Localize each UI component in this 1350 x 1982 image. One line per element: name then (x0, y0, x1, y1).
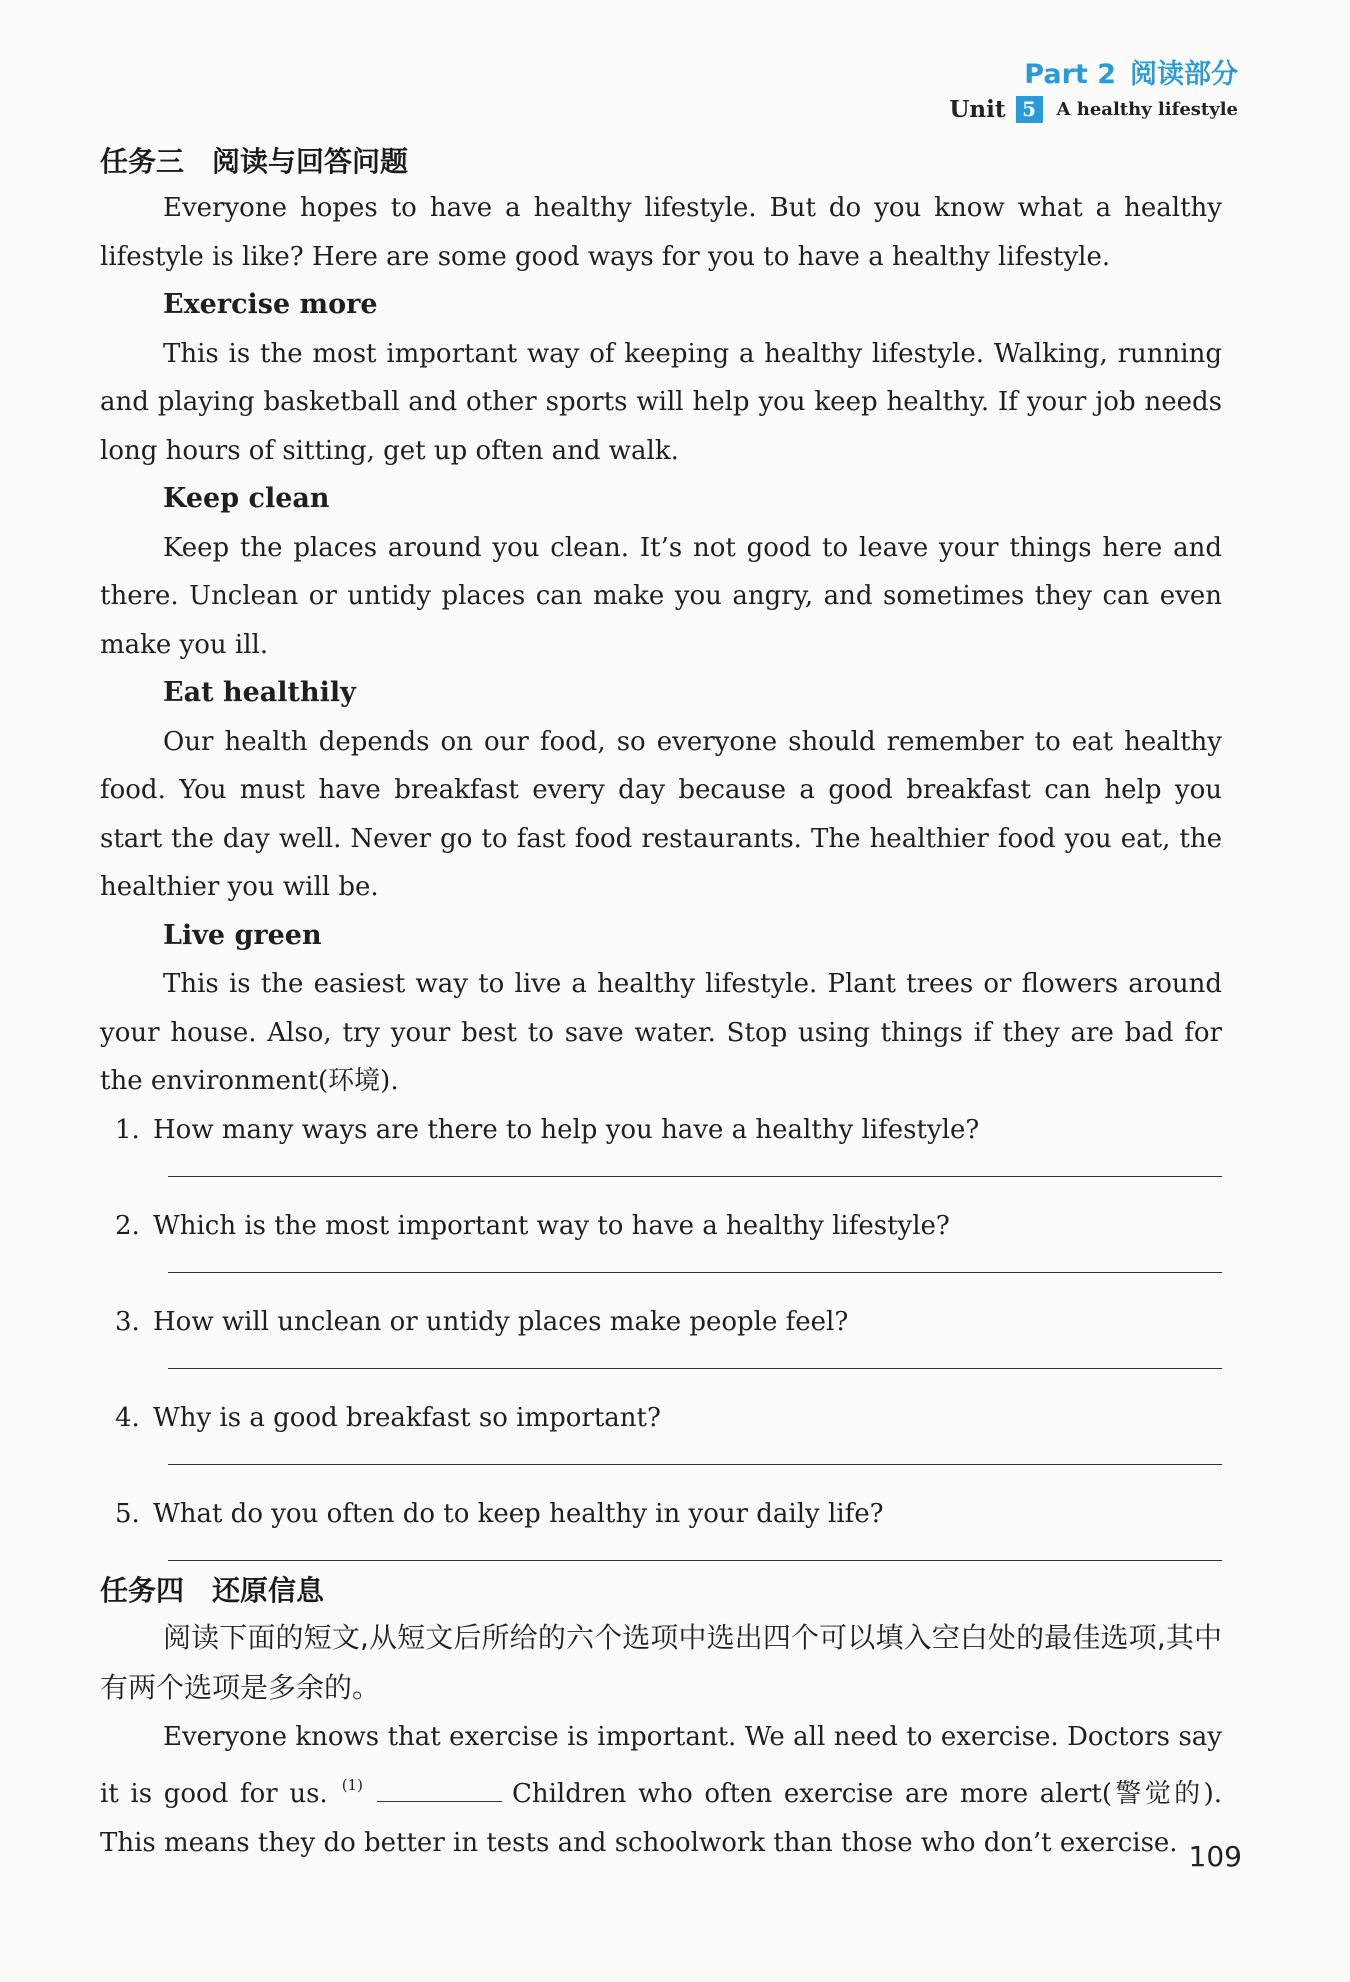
unit-word: Unit (949, 96, 1006, 123)
answer-line[interactable] (168, 1464, 1222, 1465)
unit-header (949, 96, 1238, 123)
question-number: 1. (115, 1114, 140, 1145)
part-chinese-label: 阅读部分 (1130, 59, 1238, 90)
question-text: How will unclean or untidy places make people feel? (153, 1306, 849, 1337)
answer-line[interactable] (168, 1368, 1222, 1369)
section-paragraph: Keep the places around you clean. It’s not good to leave your things here and there. Unclean or untidy places can make you angry, and sometimes they can even make you ill. (100, 532, 1222, 660)
answer-line[interactable] (168, 1176, 1222, 1177)
section-heading: Eat healthily (163, 677, 356, 708)
question-item (100, 1298, 1222, 1369)
task4-instruction: 阅读下面的短文,从短文后所给的六个选项中选出四个可以填入空白处的最佳选项,其中有两个选项是多余的。 (100, 1620, 1222, 1704)
intro-paragraph: Everyone hopes to have a healthy lifestyle. But do you know what a healthy lifestyle is like? Here are some good ways for you to have a healthy lifestyle. (100, 193, 1222, 272)
question-text: Which is the most important way to have a healthy lifestyle? (153, 1210, 950, 1241)
question-item (100, 1202, 1222, 1273)
section-paragraph: Our health depends on our food, so everyone should remember to eat healthy food. You must have breakfast every day because a good breakfast can help you start the day well. Never go to fast food restaurants. The healthier food you eat, the healthier you will be. (100, 726, 1222, 902)
blank-1[interactable] (377, 1775, 502, 1802)
question-item (100, 1106, 1222, 1177)
section-heading: Exercise more (163, 289, 378, 320)
passage-before-blank: Everyone knows that exercise is important. We all need to exercise. Doctors say it is good for us. (100, 1721, 1222, 1809)
question-text: Why is a good breakfast so important? (153, 1402, 661, 1433)
blank-number: (1) (341, 1776, 363, 1794)
part-label: Part 2 (1024, 59, 1116, 90)
question-number: 3. (115, 1306, 140, 1337)
page-number: 109 (1188, 1840, 1242, 1873)
page-content (100, 140, 1222, 1867)
task3-title: 任务三 阅读与回答问题 (100, 145, 409, 178)
task4-title: 任务四 还原信息 (100, 1573, 325, 1607)
part-header (1024, 52, 1238, 91)
question-item (100, 1490, 1222, 1561)
question-text: How many ways are there to help you have a healthy lifestyle? (153, 1114, 980, 1145)
reading-section-exercise (100, 281, 1222, 475)
question-item (100, 1394, 1222, 1465)
unit-number-badge: 5 (1016, 96, 1043, 123)
section-heading: Keep clean (163, 483, 330, 514)
question-number: 4. (115, 1402, 140, 1433)
answer-line[interactable] (168, 1560, 1222, 1561)
question-text: What do you often do to keep healthy in your daily life? (153, 1498, 884, 1529)
question-number: 5. (115, 1498, 140, 1529)
task4-passage (100, 1713, 1222, 1868)
section-heading: Live green (163, 919, 322, 951)
unit-title: A healthy lifestyle (1056, 99, 1238, 120)
reading-section-clean (100, 475, 1222, 669)
section-paragraph: This is the easiest way to live a healthy lifestyle. Plant trees or flowers around your house. Also, try your best to save water. Stop using things if they are bad for the environment(环境). (100, 969, 1222, 1096)
reading-section-eat (100, 669, 1222, 912)
answer-line[interactable] (168, 1272, 1222, 1273)
passage-after-blank: Children who often exercise are more alert(警觉的). This means they do better in tests and schoolwork than those who don’t exercise. (100, 1779, 1222, 1858)
section-paragraph: This is the most important way of keeping a healthy lifestyle. Walking, running and playing basketball and other sports will help you keep healthy. If your job needs long hours of sitting, get up often and walk. (100, 338, 1222, 466)
question-number: 2. (115, 1210, 140, 1241)
question-list (100, 1106, 1222, 1561)
reading-section-green (100, 912, 1222, 1106)
